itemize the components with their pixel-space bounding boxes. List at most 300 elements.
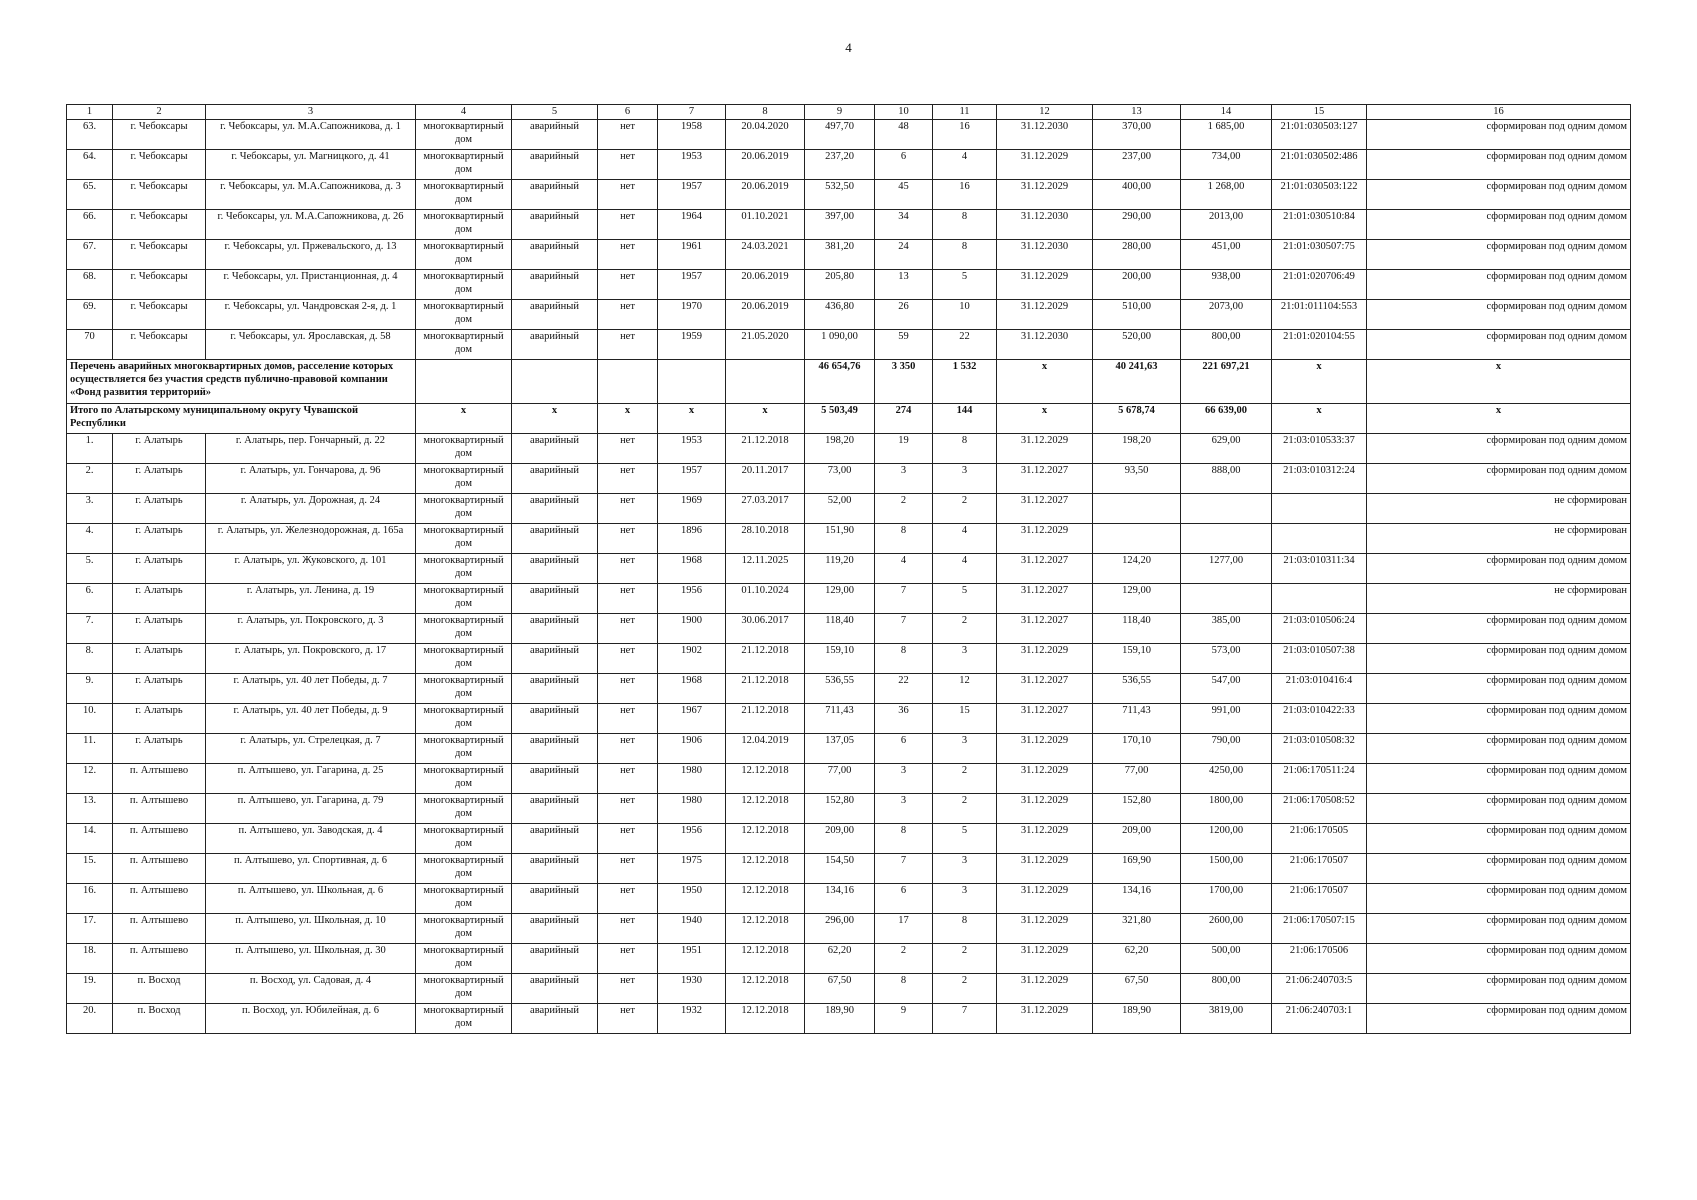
table-cell: г. Алатырь <box>113 614 206 644</box>
table-cell: 36 <box>875 704 933 734</box>
table-cell: г. Чебоксары <box>113 210 206 240</box>
table-cell: 19 <box>875 434 933 464</box>
table-cell: 1900 <box>658 614 726 644</box>
table-cell: 400,00 <box>1093 180 1181 210</box>
table-cell: нет <box>598 674 658 704</box>
table-cell: 67,50 <box>1093 974 1181 1004</box>
summary-cell <box>416 360 512 404</box>
table-cell: сформирован под одним домом <box>1367 1004 1631 1034</box>
table-cell: 2 <box>875 494 933 524</box>
table-cell: 2 <box>933 764 997 794</box>
table-cell: 321,80 <box>1093 914 1181 944</box>
table-cell: 16 <box>933 180 997 210</box>
table-cell: п. Восход, ул. Садовая, д. 4 <box>206 974 416 1004</box>
table-row <box>67 614 1631 644</box>
table-cell: г. Алатырь <box>113 464 206 494</box>
table-cell: многоквартирный дом <box>416 674 512 704</box>
table-cell: 21:06:170507:15 <box>1272 914 1367 944</box>
table-cell: многоквартирный дом <box>416 764 512 794</box>
table-cell: 01.10.2021 <box>726 210 805 240</box>
table-row <box>67 240 1631 270</box>
table-cell: 31.12.2029 <box>997 1004 1093 1034</box>
table-cell: 21:06:170511:24 <box>1272 764 1367 794</box>
table-cell: 12.12.2018 <box>726 884 805 914</box>
table-cell: 69. <box>67 300 113 330</box>
table-cell: аварийный <box>512 1004 598 1034</box>
column-number-cell: 15 <box>1272 105 1367 120</box>
table-cell: 22 <box>933 330 997 360</box>
table-cell: 124,20 <box>1093 554 1181 584</box>
table-cell: аварийный <box>512 674 598 704</box>
table-cell: 1 685,00 <box>1181 120 1272 150</box>
table-cell: 3 <box>933 854 997 884</box>
table-cell: 8 <box>933 914 997 944</box>
table-cell: 1. <box>67 434 113 464</box>
table-cell: п. Алтышево, ул. Школьная, д. 30 <box>206 944 416 974</box>
table-cell: г. Алатырь <box>113 524 206 554</box>
table-row <box>67 644 1631 674</box>
table-cell: 21:01:030502:486 <box>1272 150 1367 180</box>
table-cell: г. Алатырь, ул. Жуковского, д. 101 <box>206 554 416 584</box>
table-cell: многоквартирный дом <box>416 794 512 824</box>
table-cell: 12.12.2018 <box>726 914 805 944</box>
table-row <box>67 914 1631 944</box>
table-cell: 12.12.2018 <box>726 854 805 884</box>
table-cell: 31.12.2029 <box>997 944 1093 974</box>
table-cell: 8 <box>933 210 997 240</box>
table-cell: 12.12.2018 <box>726 974 805 1004</box>
table-cell: 8 <box>875 524 933 554</box>
table-cell: 12.12.2018 <box>726 794 805 824</box>
table-cell: многоквартирный дом <box>416 644 512 674</box>
table-cell: многоквартирный дом <box>416 914 512 944</box>
table-cell: 3 <box>933 884 997 914</box>
summary-cell: х <box>997 404 1093 434</box>
table-cell: п. Алтышево <box>113 764 206 794</box>
table-cell: 21:06:240703:1 <box>1272 1004 1367 1034</box>
table-cell: многоквартирный дом <box>416 464 512 494</box>
table-cell: п. Алтышево <box>113 914 206 944</box>
table-cell: 20.04.2020 <box>726 120 805 150</box>
table-cell: 31.12.2030 <box>997 210 1093 240</box>
table-row <box>67 180 1631 210</box>
table-cell: 205,80 <box>805 270 875 300</box>
table-cell: г. Чебоксары, ул. М.А.Сапожникова, д. 3 <box>206 180 416 210</box>
summary-cell: х <box>512 404 598 434</box>
table-cell: 1953 <box>658 434 726 464</box>
table-row <box>67 944 1631 974</box>
table-cell: нет <box>598 270 658 300</box>
table-cell: сформирован под одним домом <box>1367 674 1631 704</box>
table-cell: 20.06.2019 <box>726 270 805 300</box>
table-cell: г. Чебоксары <box>113 120 206 150</box>
table-cell: г. Алатырь, ул. Стрелецкая, д. 7 <box>206 734 416 764</box>
table-cell: 8 <box>933 434 997 464</box>
table-row <box>67 270 1631 300</box>
table-cell: сформирован под одним домом <box>1367 330 1631 360</box>
table-cell: 4 <box>933 554 997 584</box>
table-cell: 170,10 <box>1093 734 1181 764</box>
table-cell: 4 <box>875 554 933 584</box>
column-number-cell: 8 <box>726 105 805 120</box>
table-cell: 7 <box>875 854 933 884</box>
column-number-cell: 3 <box>206 105 416 120</box>
table-cell: многоквартирный дом <box>416 494 512 524</box>
table-cell: 711,43 <box>805 704 875 734</box>
table-cell: 21:06:240703:5 <box>1272 974 1367 1004</box>
table-cell: 21:01:020706:49 <box>1272 270 1367 300</box>
table-cell: 118,40 <box>805 614 875 644</box>
table-cell: г. Чебоксары, ул. Магницкого, д. 41 <box>206 150 416 180</box>
table-cell: 6 <box>875 884 933 914</box>
table-cell: 21.12.2018 <box>726 644 805 674</box>
table-cell: 12. <box>67 764 113 794</box>
table-cell: 2 <box>933 974 997 1004</box>
table-cell <box>1181 524 1272 554</box>
summary-row <box>67 404 1631 434</box>
table-cell: 134,16 <box>805 884 875 914</box>
table-cell: 12.04.2019 <box>726 734 805 764</box>
table-cell: многоквартирный дом <box>416 854 512 884</box>
table-cell: 4 <box>933 524 997 554</box>
table-cell: 67,50 <box>805 974 875 1004</box>
table-cell: 189,90 <box>1093 1004 1181 1034</box>
table-cell: 2 <box>933 944 997 974</box>
table-cell: г. Алатырь <box>113 584 206 614</box>
table-row <box>67 674 1631 704</box>
summary-cell <box>598 360 658 404</box>
table-cell: сформирован под одним домом <box>1367 644 1631 674</box>
table-cell: 20.06.2019 <box>726 180 805 210</box>
table-cell: 31.12.2030 <box>997 120 1093 150</box>
table-cell: 62,20 <box>1093 944 1181 974</box>
table-cell: 4250,00 <box>1181 764 1272 794</box>
summary-cell: 66 639,00 <box>1181 404 1272 434</box>
table-cell: сформирован под одним домом <box>1367 914 1631 944</box>
column-number-cell: 13 <box>1093 105 1181 120</box>
table-cell: 200,00 <box>1093 270 1181 300</box>
table-cell: сформирован под одним домом <box>1367 704 1631 734</box>
table-cell: 31.12.2029 <box>997 300 1093 330</box>
table-cell: 536,55 <box>1093 674 1181 704</box>
table-cell: аварийный <box>512 240 598 270</box>
table-cell: п. Алтышево, ул. Спортивная, д. 6 <box>206 854 416 884</box>
table-cell: сформирован под одним домом <box>1367 794 1631 824</box>
table-cell: 137,05 <box>805 734 875 764</box>
table-cell: 13 <box>875 270 933 300</box>
table-cell: 21:01:030507:75 <box>1272 240 1367 270</box>
table-cell: 77,00 <box>1093 764 1181 794</box>
table-cell: 8 <box>875 974 933 1004</box>
summary-cell: 5 503,49 <box>805 404 875 434</box>
table-cell: 21.12.2018 <box>726 434 805 464</box>
table-cell: 4 <box>933 150 997 180</box>
table-cell: 24 <box>875 240 933 270</box>
table-cell: 31.12.2029 <box>997 974 1093 1004</box>
table-cell: 4. <box>67 524 113 554</box>
table-cell: 151,90 <box>805 524 875 554</box>
column-number-cell: 1 <box>67 105 113 120</box>
table-cell: 7 <box>875 584 933 614</box>
table-cell: г. Алатырь <box>113 644 206 674</box>
table-cell: 31.12.2029 <box>997 150 1093 180</box>
table-cell: сформирован под одним домом <box>1367 974 1631 1004</box>
table-cell: сформирован под одним домом <box>1367 300 1631 330</box>
table-cell: 938,00 <box>1181 270 1272 300</box>
table-cell: 21:03:010507:38 <box>1272 644 1367 674</box>
table-cell: нет <box>598 434 658 464</box>
summary-cell: 40 241,63 <box>1093 360 1181 404</box>
table-cell: 31.12.2029 <box>997 734 1093 764</box>
table-cell: нет <box>598 794 658 824</box>
column-number-cell: 6 <box>598 105 658 120</box>
table-cell: 209,00 <box>805 824 875 854</box>
table-cell: 45 <box>875 180 933 210</box>
table-cell: г. Чебоксары, ул. М.А.Сапожникова, д. 1 <box>206 120 416 150</box>
table-cell: 2 <box>875 944 933 974</box>
table-cell: 31.12.2029 <box>997 434 1093 464</box>
table-cell: 22 <box>875 674 933 704</box>
table-cell: аварийный <box>512 854 598 884</box>
table-cell: 2 <box>933 614 997 644</box>
table-cell: нет <box>598 120 658 150</box>
table-cell: г. Чебоксары <box>113 300 206 330</box>
table-cell: 31.12.2029 <box>997 794 1093 824</box>
table-cell: 21:01:030503:127 <box>1272 120 1367 150</box>
table-cell: 17 <box>875 914 933 944</box>
table-cell: не сформирован <box>1367 584 1631 614</box>
table-cell: 12.11.2025 <box>726 554 805 584</box>
table-cell: 21:03:010311:34 <box>1272 554 1367 584</box>
table-cell: 134,16 <box>1093 884 1181 914</box>
table-cell: 198,20 <box>805 434 875 464</box>
table-cell: 20.06.2019 <box>726 300 805 330</box>
table-cell: 21:01:030503:122 <box>1272 180 1367 210</box>
table-cell: 12.12.2018 <box>726 764 805 794</box>
table-cell: аварийный <box>512 644 598 674</box>
table-cell: нет <box>598 824 658 854</box>
table-cell: 536,55 <box>805 674 875 704</box>
summary-cell: х <box>997 360 1093 404</box>
table-cell: 10 <box>933 300 997 330</box>
table-cell: г. Алатырь <box>113 434 206 464</box>
table-row <box>67 794 1631 824</box>
table-cell: 15. <box>67 854 113 884</box>
table-cell: 7 <box>875 614 933 644</box>
table-cell: 31.12.2027 <box>997 494 1093 524</box>
table-cell: аварийный <box>512 764 598 794</box>
table-cell: нет <box>598 764 658 794</box>
summary-cell: х <box>1367 404 1631 434</box>
table-cell <box>1272 584 1367 614</box>
table-cell: 159,10 <box>1093 644 1181 674</box>
table-cell: аварийный <box>512 704 598 734</box>
table-cell: сформирован под одним домом <box>1367 434 1631 464</box>
table-cell: г. Чебоксары, ул. М.А.Сапожникова, д. 26 <box>206 210 416 240</box>
table-cell: 370,00 <box>1093 120 1181 150</box>
table-cell: 5 <box>933 584 997 614</box>
summary-row <box>67 360 1631 404</box>
table-cell: не сформирован <box>1367 494 1631 524</box>
table-cell: 31.12.2027 <box>997 674 1093 704</box>
table-cell: 8 <box>875 824 933 854</box>
table-cell: аварийный <box>512 180 598 210</box>
table-cell: 10. <box>67 704 113 734</box>
summary-cell: 3 350 <box>875 360 933 404</box>
table-row <box>67 1004 1631 1034</box>
table-cell: 381,20 <box>805 240 875 270</box>
table-row <box>67 150 1631 180</box>
table-cell: 397,00 <box>805 210 875 240</box>
table-cell: 1975 <box>658 854 726 884</box>
table-cell: нет <box>598 974 658 1004</box>
table-cell: г. Алатырь, ул. 40 лет Победы, д. 9 <box>206 704 416 734</box>
table-cell: 3 <box>875 794 933 824</box>
column-number-cell: 16 <box>1367 105 1631 120</box>
table-cell: 3 <box>933 464 997 494</box>
table-cell: 21:01:011104:553 <box>1272 300 1367 330</box>
table-cell: 70 <box>67 330 113 360</box>
table-cell: 119,20 <box>805 554 875 584</box>
summary-cell <box>512 360 598 404</box>
table-cell: 198,20 <box>1093 434 1181 464</box>
table-cell: 59 <box>875 330 933 360</box>
table-cell: 12.12.2018 <box>726 944 805 974</box>
table-cell: 19. <box>67 974 113 1004</box>
table-cell: 62,20 <box>805 944 875 974</box>
table-cell: сформирован под одним домом <box>1367 944 1631 974</box>
table-cell: аварийный <box>512 884 598 914</box>
table-cell: многоквартирный дом <box>416 524 512 554</box>
table-cell: г. Чебоксары <box>113 150 206 180</box>
table-cell: 5 <box>933 270 997 300</box>
table-cell: 77,00 <box>805 764 875 794</box>
table-cell: 152,80 <box>805 794 875 824</box>
table-cell: г. Алатырь, ул. Дорожная, д. 24 <box>206 494 416 524</box>
table-cell: нет <box>598 884 658 914</box>
table-cell: 152,80 <box>1093 794 1181 824</box>
table-cell: г. Алатырь <box>113 674 206 704</box>
table-cell: 573,00 <box>1181 644 1272 674</box>
table-cell: 16. <box>67 884 113 914</box>
table-cell: 1896 <box>658 524 726 554</box>
table-cell: 21:03:010422:33 <box>1272 704 1367 734</box>
table-cell: 800,00 <box>1181 974 1272 1004</box>
table-cell: 12 <box>933 674 997 704</box>
table-cell: нет <box>598 150 658 180</box>
table-cell: г. Алатырь <box>113 704 206 734</box>
summary-cell: 274 <box>875 404 933 434</box>
table-cell: сформирован под одним домом <box>1367 734 1631 764</box>
table-cell: аварийный <box>512 300 598 330</box>
table-cell: 93,50 <box>1093 464 1181 494</box>
table-cell: нет <box>598 734 658 764</box>
table-row <box>67 524 1631 554</box>
table-cell: г. Алатырь, ул. Железнодорожная, д. 165а <box>206 524 416 554</box>
table-cell: 31.12.2029 <box>997 914 1093 944</box>
summary-cell: х <box>1272 360 1367 404</box>
table-cell: 520,00 <box>1093 330 1181 360</box>
table-cell: 1700,00 <box>1181 884 1272 914</box>
table-row <box>67 854 1631 884</box>
table-cell: г. Алатырь, пер. Гончарный, д. 22 <box>206 434 416 464</box>
table-row <box>67 120 1631 150</box>
table-cell: 189,90 <box>805 1004 875 1034</box>
table-cell: 21:03:010506:24 <box>1272 614 1367 644</box>
table-cell <box>1272 494 1367 524</box>
table-cell <box>1272 524 1367 554</box>
table-cell: 734,00 <box>1181 150 1272 180</box>
table-cell: г. Алатырь, ул. Покровского, д. 3 <box>206 614 416 644</box>
table-cell: 8 <box>933 240 997 270</box>
table-cell: многоквартирный дом <box>416 554 512 584</box>
table-cell: 31.12.2030 <box>997 330 1093 360</box>
table-cell: сформирован под одним домом <box>1367 120 1631 150</box>
summary-cell: х <box>1272 404 1367 434</box>
table-cell: аварийный <box>512 614 598 644</box>
table-cell: г. Алатырь, ул. 40 лет Победы, д. 7 <box>206 674 416 704</box>
table-cell: 16 <box>933 120 997 150</box>
table-cell: 1940 <box>658 914 726 944</box>
table-cell <box>1093 524 1181 554</box>
table-cell: 169,90 <box>1093 854 1181 884</box>
table-cell: 31.12.2027 <box>997 704 1093 734</box>
table-cell: 8. <box>67 644 113 674</box>
table-cell: 385,00 <box>1181 614 1272 644</box>
table-cell: 21.12.2018 <box>726 674 805 704</box>
table-cell: г. Алатырь <box>113 554 206 584</box>
table-cell: 7 <box>933 1004 997 1034</box>
table-cell: 11. <box>67 734 113 764</box>
table-cell: г. Алатырь <box>113 734 206 764</box>
table-cell: 1953 <box>658 150 726 180</box>
table-cell: 21:03:010312:24 <box>1272 464 1367 494</box>
table-cell: 28.10.2018 <box>726 524 805 554</box>
table-cell: многоквартирный дом <box>416 180 512 210</box>
summary-cell: 221 697,21 <box>1181 360 1272 404</box>
column-number-cell: 9 <box>805 105 875 120</box>
table-row <box>67 824 1631 854</box>
table-cell: нет <box>598 210 658 240</box>
table-cell: нет <box>598 464 658 494</box>
table-cell: многоквартирный дом <box>416 434 512 464</box>
table-cell: 154,50 <box>805 854 875 884</box>
table-row <box>67 974 1631 1004</box>
table-cell: 436,80 <box>805 300 875 330</box>
table-cell: 532,50 <box>805 180 875 210</box>
table-cell: 800,00 <box>1181 330 1272 360</box>
table-cell: аварийный <box>512 944 598 974</box>
table-cell <box>1181 584 1272 614</box>
table-cell: 1932 <box>658 1004 726 1034</box>
table-cell: нет <box>598 584 658 614</box>
table-cell: г. Чебоксары, ул. Пржевальского, д. 13 <box>206 240 416 270</box>
table-row <box>67 330 1631 360</box>
table-cell: аварийный <box>512 734 598 764</box>
table-cell: 209,00 <box>1093 824 1181 854</box>
table-cell: 2. <box>67 464 113 494</box>
table-cell: 1961 <box>658 240 726 270</box>
table-cell: 6 <box>875 734 933 764</box>
table-cell: нет <box>598 300 658 330</box>
table-cell: не сформирован <box>1367 524 1631 554</box>
table-cell: 1969 <box>658 494 726 524</box>
table-cell: п. Восход <box>113 974 206 1004</box>
summary-label: Итого по Алатырскому муниципальному округу Чувашской Республики <box>67 404 416 434</box>
table-cell: 65. <box>67 180 113 210</box>
table-cell: 2 <box>933 494 997 524</box>
table-cell: 21:06:170506 <box>1272 944 1367 974</box>
